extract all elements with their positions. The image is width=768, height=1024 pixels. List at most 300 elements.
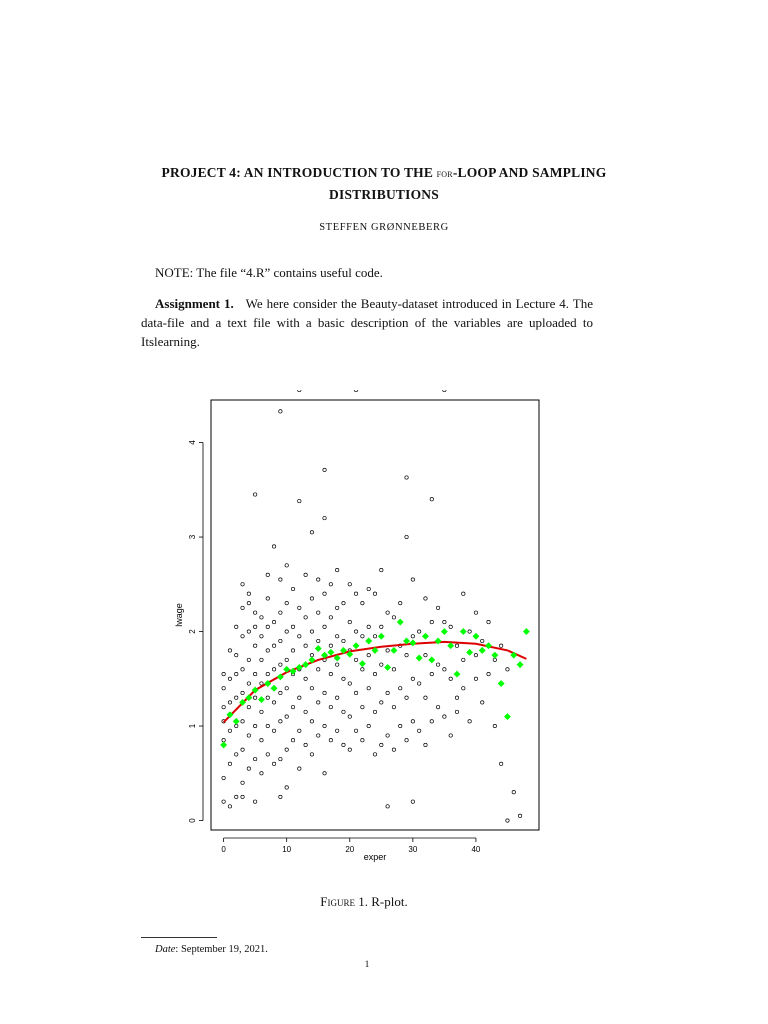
scatter-point [506, 819, 509, 822]
scatter-point [317, 611, 320, 614]
y-axis-label: lwage [174, 603, 184, 627]
scatter-point [279, 639, 282, 642]
group-mean-point [410, 640, 416, 646]
scatter-point [247, 734, 250, 737]
scatter-point [474, 677, 477, 680]
scatter-point [260, 682, 263, 685]
scatter-point [298, 390, 301, 392]
group-mean-point [485, 643, 491, 649]
scatter-point [222, 800, 225, 803]
scatter-point [253, 672, 256, 675]
scatter-point [317, 639, 320, 642]
scatter-point [506, 668, 509, 671]
scatter-point [392, 616, 395, 619]
scatter-point [411, 720, 414, 723]
scatter-point [266, 753, 269, 756]
scatter-point [228, 649, 231, 652]
x-tick-label: 30 [408, 845, 418, 854]
group-mean-point [296, 664, 302, 670]
author: STEFFEN GRØNNEBERG [319, 222, 449, 233]
scatter-point [279, 410, 282, 413]
scatter-point [222, 687, 225, 690]
scatter-point [361, 668, 364, 671]
scatter-point [279, 578, 282, 581]
scatter-point [260, 658, 263, 661]
scatter-point [443, 390, 446, 392]
scatter-point [361, 739, 364, 742]
scatter-point [329, 583, 332, 586]
scatter-point [304, 573, 307, 576]
assignment-label: Assignment 1. [155, 296, 234, 311]
scatter-point [417, 630, 420, 633]
scatter-point [317, 701, 320, 704]
scatter-point [291, 587, 294, 590]
scatter-point [373, 753, 376, 756]
scatter-point [342, 601, 345, 604]
scatter-point [266, 696, 269, 699]
group-mean-point [466, 649, 472, 655]
group-mean-point [258, 696, 264, 702]
scatter-point [392, 668, 395, 671]
plot-frame [211, 400, 539, 830]
scatter-point [323, 772, 326, 775]
scatter-point [361, 601, 364, 604]
scatter-point [354, 691, 357, 694]
group-mean-point [353, 643, 359, 649]
scatter-point [247, 658, 250, 661]
caption-text: R-plot. [371, 894, 408, 909]
scatter-point [228, 729, 231, 732]
scatter-point [380, 625, 383, 628]
scatter-point [235, 696, 238, 699]
scatter-point [272, 668, 275, 671]
scatter-point [424, 696, 427, 699]
scatter-point [335, 696, 338, 699]
scatter-point [386, 734, 389, 737]
scatter-point [367, 724, 370, 727]
scatter-point [417, 682, 420, 685]
scatter-point [285, 715, 288, 718]
scatter-point [272, 545, 275, 548]
scatter-point [392, 748, 395, 751]
scatter-point [266, 625, 269, 628]
group-mean-point [271, 685, 277, 691]
figure-caption [0, 894, 728, 910]
x-tick-label: 40 [471, 845, 481, 854]
scatter-point [317, 668, 320, 671]
scatter-point [373, 710, 376, 713]
group-mean-point [479, 647, 485, 653]
title-part2: -LOOP AND SAMPLING [452, 165, 607, 180]
scatter-point [348, 748, 351, 751]
y-tick-label: 2 [188, 629, 197, 634]
y-axis [188, 440, 203, 823]
scatter-point [386, 805, 389, 808]
scatter-point [272, 729, 275, 732]
scatter-point [291, 739, 294, 742]
scatter-point [253, 625, 256, 628]
footnote-rule [141, 937, 217, 938]
scatter-point [399, 724, 402, 727]
scatter-point [266, 672, 269, 675]
scatter-point [317, 734, 320, 737]
scatter-point [373, 635, 376, 638]
caption-label: Figure 1. [320, 894, 368, 909]
scatter-point [298, 696, 301, 699]
scatter-point [298, 606, 301, 609]
scatter-point [241, 635, 244, 638]
scatter-point [310, 531, 313, 534]
scatter-point [323, 468, 326, 471]
scatter-point [247, 592, 250, 595]
scatter-point [310, 720, 313, 723]
scatter-point [436, 663, 439, 666]
scatter-point [241, 795, 244, 798]
group-mean-point [378, 633, 384, 639]
scatter-point [354, 658, 357, 661]
scatter-point [487, 672, 490, 675]
scatter-point [241, 606, 244, 609]
scatter-point [348, 715, 351, 718]
scatter-point [449, 734, 452, 737]
scatter-point [241, 668, 244, 671]
scatter-point [380, 701, 383, 704]
assignment-paragraph [141, 294, 593, 351]
title-line2: DISTRIBUTIONS [329, 187, 439, 202]
scatter-point [279, 611, 282, 614]
scatter-point [417, 729, 420, 732]
scatter-point [462, 658, 465, 661]
scatter-point [228, 762, 231, 765]
scatter-point [228, 677, 231, 680]
group-mean-point [429, 657, 435, 663]
scatter-point [342, 677, 345, 680]
scatter-point [222, 672, 225, 675]
scatter-point [405, 739, 408, 742]
scatter-point [367, 587, 370, 590]
scatter-point [272, 644, 275, 647]
group-mean-point [391, 647, 397, 653]
x-axis-label: exper [363, 852, 387, 862]
scatter-point [304, 743, 307, 746]
scatter-point [235, 653, 238, 656]
group-mean-point [384, 664, 390, 670]
scatter-point [235, 625, 238, 628]
group-mean-point [220, 742, 226, 748]
scatter-point [310, 687, 313, 690]
scatter-point [487, 620, 490, 623]
scatter-point [298, 767, 301, 770]
scatter-point [329, 705, 332, 708]
scatter-point [411, 578, 414, 581]
scatter-point [279, 691, 282, 694]
scatter-point [260, 710, 263, 713]
scatter-point [386, 649, 389, 652]
scatter-point [499, 644, 502, 647]
scatter-point [405, 653, 408, 656]
scatter-point [323, 625, 326, 628]
scatter-point [424, 653, 427, 656]
scatter-point [373, 592, 376, 595]
scatter-point [335, 729, 338, 732]
group-mean-point [504, 713, 510, 719]
scatter-point [361, 635, 364, 638]
scatter-point [354, 390, 357, 392]
note: NOTE: The file “4.R” contains useful code. [155, 265, 383, 280]
scatter-point [279, 663, 282, 666]
scatter-point [266, 597, 269, 600]
group-mean-point [498, 680, 504, 686]
scatter-point [285, 748, 288, 751]
scatter-point [354, 592, 357, 595]
points-layer [222, 390, 522, 822]
scatter-point [285, 564, 288, 567]
scatter-point [455, 710, 458, 713]
x-tick-label: 20 [345, 845, 355, 854]
scatter-point [323, 592, 326, 595]
scatter-point [443, 668, 446, 671]
scatter-point [260, 616, 263, 619]
scatter-point [462, 592, 465, 595]
scatter-point [367, 653, 370, 656]
scatter-point [310, 753, 313, 756]
scatter-point [228, 805, 231, 808]
group-mean-point [441, 628, 447, 634]
scatter-point [462, 687, 465, 690]
figure [160, 390, 560, 875]
scatter-point [380, 568, 383, 571]
scatter-point [493, 724, 496, 727]
group-mean-point [422, 633, 428, 639]
scatter-point [455, 644, 458, 647]
scatter-point [253, 696, 256, 699]
scatter-point [222, 776, 225, 779]
group-mean-point [359, 660, 365, 666]
group-mean-point [233, 718, 239, 724]
scatter-point [235, 795, 238, 798]
scatter-point [468, 630, 471, 633]
scatter-point [241, 748, 244, 751]
group-mean-point [517, 661, 523, 667]
scatter-point [235, 753, 238, 756]
scatter-point [386, 611, 389, 614]
paper-title [120, 162, 648, 206]
scatter-point [342, 710, 345, 713]
scatter-point [392, 705, 395, 708]
scatter-point [272, 701, 275, 704]
scatter-point [348, 583, 351, 586]
footnote-text: : September 19, 2021. [175, 944, 268, 955]
scatter-point [354, 729, 357, 732]
scatter-point [304, 616, 307, 619]
scatter-point [335, 663, 338, 666]
scatter-point [399, 601, 402, 604]
scatter-point [342, 743, 345, 746]
scatter-point [241, 720, 244, 723]
group-mean-point [315, 645, 321, 651]
group-mean-point [523, 628, 529, 634]
scatter-point [329, 644, 332, 647]
scatter-point [304, 644, 307, 647]
scatter-point [279, 720, 282, 723]
y-tick-label: 4 [188, 440, 197, 445]
scatter-point [430, 672, 433, 675]
scatter-point [266, 573, 269, 576]
scatter-point [354, 630, 357, 633]
scatter-point [235, 672, 238, 675]
scatter-point [436, 606, 439, 609]
scatter-point [298, 635, 301, 638]
assignment-text: We here consider the Beauty-dataset introduced in Lecture 4. The data-file and a text file with a basic description of the variables are uploaded to Itslearning. [141, 296, 593, 349]
scatter-point [253, 644, 256, 647]
scatter-point [405, 696, 408, 699]
scatter-point [222, 705, 225, 708]
x-tick-label: 0 [221, 845, 226, 854]
scatter-point [449, 625, 452, 628]
scatter-point [329, 616, 332, 619]
scatter-point [279, 757, 282, 760]
scatter-point [285, 601, 288, 604]
scatter-point [304, 677, 307, 680]
scatter-point [253, 800, 256, 803]
page-number: 1 [364, 960, 370, 970]
group-mean-point [328, 649, 334, 655]
scatter-point [253, 611, 256, 614]
scatter-point [310, 630, 313, 633]
scatter-point [411, 800, 414, 803]
y-tick-label: 0 [188, 818, 197, 823]
scatter-point [443, 620, 446, 623]
scatter-point [329, 739, 332, 742]
scatter-point [241, 583, 244, 586]
scatter-point [260, 772, 263, 775]
scatter-point [386, 691, 389, 694]
scatter-point [342, 639, 345, 642]
scatter-point [474, 611, 477, 614]
scatter-point [260, 635, 263, 638]
scatter-point [481, 639, 484, 642]
scatter-point [317, 578, 320, 581]
scatter-point [405, 476, 408, 479]
scatter-point [430, 620, 433, 623]
scatter-point [323, 724, 326, 727]
scatter-point [323, 691, 326, 694]
scatter-point [253, 493, 256, 496]
group-mean-point [492, 652, 498, 658]
title-smallcaps: for [436, 166, 453, 180]
group-mean-point [473, 633, 479, 639]
title-part1: PROJECT 4: AN INTRODUCTION TO THE [161, 165, 434, 180]
scatter-point [348, 682, 351, 685]
y-tick-label: 3 [188, 534, 197, 540]
scatter-point [291, 649, 294, 652]
footnote [155, 944, 268, 955]
scatter-point [285, 658, 288, 661]
scatter-point [323, 516, 326, 519]
group-mean-point [365, 638, 371, 644]
scatter-point [449, 677, 452, 680]
scatter-point [399, 687, 402, 690]
scatter-point [348, 620, 351, 623]
scatter-point [373, 672, 376, 675]
scatter-point [468, 720, 471, 723]
scatter-point [241, 781, 244, 784]
scatter-point [291, 625, 294, 628]
scatter-point [247, 767, 250, 770]
scatter-point [380, 743, 383, 746]
group-mean-point [302, 661, 308, 667]
scatter-point [443, 715, 446, 718]
scatter-point [304, 710, 307, 713]
scatter-point [253, 757, 256, 760]
scatter-point [272, 762, 275, 765]
scatter-point [512, 790, 515, 793]
scatter-point [266, 649, 269, 652]
scatter-point [455, 696, 458, 699]
scatter-point [241, 691, 244, 694]
scatter-point [247, 682, 250, 685]
scatter-point [335, 635, 338, 638]
group-mean-point [460, 628, 466, 634]
group-mean-point [397, 619, 403, 625]
scatter-point [430, 498, 433, 501]
scatter-point [260, 739, 263, 742]
scatter-point [499, 762, 502, 765]
scatter-point [367, 687, 370, 690]
scatter-point [285, 687, 288, 690]
scatter-point [285, 786, 288, 789]
x-tick-label: 10 [282, 845, 292, 854]
scatter-point [430, 720, 433, 723]
scatter-point [380, 663, 383, 666]
scatter-point [518, 814, 521, 817]
scatter-point [411, 635, 414, 638]
scatter-point [279, 795, 282, 798]
footnote-label: Date [155, 944, 176, 955]
scatter-point [474, 653, 477, 656]
scatter-point [310, 597, 313, 600]
group-mean-point [447, 643, 453, 649]
scatter-point [436, 705, 439, 708]
group-mean-point [454, 671, 460, 677]
scatter-point [367, 625, 370, 628]
scatter-point [247, 630, 250, 633]
scatter-point [481, 701, 484, 704]
scatter-point [247, 601, 250, 604]
scatter-point [329, 672, 332, 675]
scatter-point [335, 568, 338, 571]
scatter-point [285, 630, 288, 633]
scatter-point [424, 743, 427, 746]
scatter-point [335, 606, 338, 609]
scatter-plot [160, 390, 560, 875]
scatter-point [291, 705, 294, 708]
scatter-point [298, 729, 301, 732]
scatter-point [228, 701, 231, 704]
scatter-point [424, 597, 427, 600]
scatter-point [266, 724, 269, 727]
x-axis [221, 838, 481, 854]
group-mean-point [416, 655, 422, 661]
scatter-point [253, 724, 256, 727]
y-tick-label: 1 [188, 723, 197, 729]
scatter-point [247, 705, 250, 708]
scatter-point [411, 677, 414, 680]
scatter-point [405, 535, 408, 538]
scatter-point [298, 499, 301, 502]
scatter-point [272, 620, 275, 623]
scatter-point [361, 705, 364, 708]
